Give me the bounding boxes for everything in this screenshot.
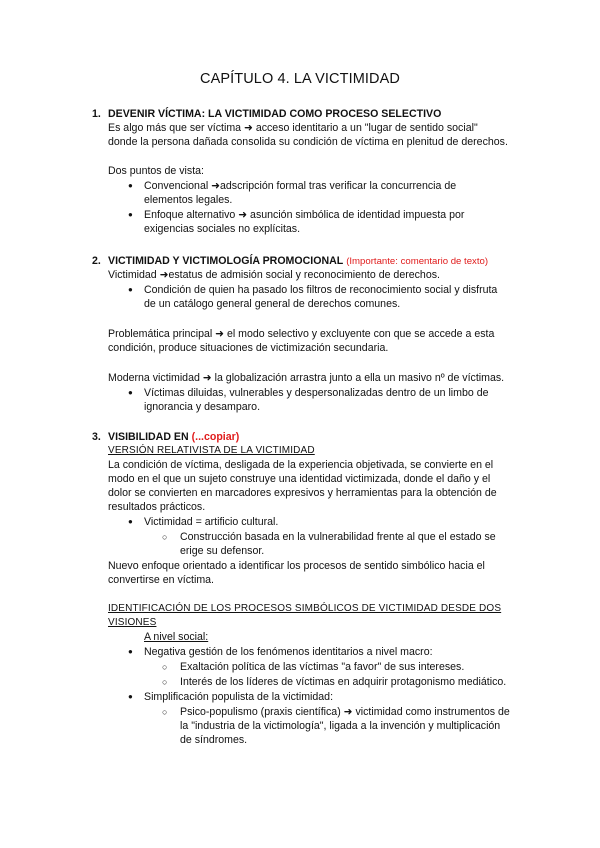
bullet-icon: ● bbox=[128, 517, 133, 526]
section-1-heading: DEVENIR VÍCTIMA: LA VICTIMIDAD COMO PROCESO SELECTIVO bbox=[108, 108, 442, 120]
bullet-icon: ● bbox=[128, 181, 133, 190]
s3-bullet-line: Negativa gestión de los fenómenos identitarios a nivel macro: bbox=[144, 646, 433, 658]
sub-bullet-icon: ○ bbox=[162, 532, 168, 542]
s1-bullet-line: Enfoque alternativo ➜ asunción simbólica de identidad impuesta por bbox=[144, 209, 465, 221]
s2-paragraph-line: Problemática principal ➜ el modo selectivo y excluyente con que se accede a esta bbox=[108, 328, 495, 340]
s1-paragraph-line: Es algo más que ser víctima ➜ acceso identitario a un "lugar de sentido social" bbox=[108, 122, 478, 134]
s1-paragraph-line: Dos puntos de vista: bbox=[108, 165, 204, 177]
section-2-heading: VICTIMIDAD Y VICTIMOLOGÍA PROMOCIONAL bbox=[108, 255, 344, 267]
s3-subbullet-line: Construcción basada en la vulnerabilidad frente al que el estado se bbox=[180, 531, 496, 543]
section-1-number: 1. bbox=[92, 108, 101, 120]
s2-bullet-line: ignorancia y desamparo. bbox=[144, 401, 261, 413]
s3-subbullet-line: Interés de los líderes de víctimas en adquirir protagonismo mediático. bbox=[180, 676, 507, 688]
s3-subheading: IDENTIFICACIÓN DE LOS PROCESOS SIMBÓLICOS DE VICTIMIDAD DESDE DOS bbox=[108, 603, 502, 614]
section-3-heading-note: (...copiar) bbox=[191, 431, 240, 443]
sub-bullet-icon: ○ bbox=[162, 677, 168, 687]
sub-bullet-icon: ○ bbox=[162, 662, 168, 672]
s2-paragraph-line: Moderna victimidad ➜ la globalización arrastra junto a ella un masivo nº de víctimas. bbox=[108, 372, 505, 384]
s3-subheading: VERSIÓN RELATIVISTA DE LA VICTIMIDAD bbox=[108, 445, 315, 456]
s3-subbullet-line: de síndromes. bbox=[180, 734, 248, 746]
s2-paragraph-line: Victimidad ➜estatus de admisión social y reconocimiento de derechos. bbox=[108, 269, 440, 281]
s3-subbullet-line: la "industria de la victimología", ligada a la invención y multiplicación bbox=[180, 720, 501, 732]
bullet-icon: ● bbox=[128, 285, 133, 294]
sub-bullet-icon: ○ bbox=[162, 707, 168, 717]
bullet-icon: ● bbox=[128, 388, 133, 397]
s3-paragraph-line: convertirse en víctima. bbox=[108, 574, 214, 586]
s2-paragraph-line: condición, produce situaciones de victimización secundaria. bbox=[108, 342, 389, 354]
s3-paragraph-line: dolor se convierten en marcadores expresivos y herramientas para la obtención de bbox=[108, 487, 497, 499]
s3-bullet-line: Simplificación populista de la victimidad: bbox=[144, 691, 334, 703]
s3-bullet-line: Victimidad = artificio cultural. bbox=[144, 516, 279, 528]
section-2-heading-line bbox=[108, 254, 488, 269]
s3-paragraph-line: resultados prácticos. bbox=[108, 501, 206, 513]
bullet-icon: ● bbox=[128, 647, 133, 656]
s3-paragraph-line: La condición de víctima, desligada de la experiencia objetivada, se convierte en el bbox=[108, 459, 494, 471]
chapter-title: CAPÍTULO 4. LA VICTIMIDAD bbox=[200, 71, 400, 87]
s3-paragraph-line: modo en el que un sujeto construye una identidad victimizada, donde el daño y el bbox=[108, 473, 491, 485]
s1-bullet-line: exigencias sociales no explícitas. bbox=[144, 223, 301, 235]
s2-bullet-line: Condición de quien ha pasado los filtros de reconocimiento social y disfruta bbox=[144, 284, 498, 296]
s2-bullet-line: Víctimas diluidas, vulnerables y despersonalizadas dentro de un limbo de bbox=[144, 387, 489, 399]
s3-level-label: A nivel social: bbox=[144, 631, 209, 643]
section-2-number: 2. bbox=[92, 255, 101, 267]
bullet-icon: ● bbox=[128, 692, 133, 701]
s1-bullet-line: Convencional ➜adscripción formal tras verificar la concurrencia de bbox=[144, 180, 457, 192]
s3-subbullet-line: erige su defensor. bbox=[180, 545, 265, 557]
section-3-number: 3. bbox=[92, 431, 101, 443]
s3-subbullet-line: Exaltación política de las víctimas "a favor" de sus intereses. bbox=[180, 661, 465, 673]
bullet-icon: ● bbox=[128, 210, 133, 219]
s2-bullet-line: de un catálogo general general de derechos comunes. bbox=[144, 298, 401, 310]
s1-bullet-line: elementos legales. bbox=[144, 194, 233, 206]
s1-paragraph-line: donde la persona dañada consolida su condición de víctima en plenitud de derechos. bbox=[108, 136, 508, 148]
section-2-note: (Importante: comentario de texto) bbox=[346, 256, 489, 267]
section-3-heading-line bbox=[108, 430, 239, 444]
section-3-heading: VISIBILIDAD EN bbox=[108, 431, 189, 443]
s3-subbullet-line: Psico-populismo (praxis científica) ➜ victimidad como instrumentos de bbox=[180, 706, 510, 718]
s3-paragraph-line: Nuevo enfoque orientado a identificar los procesos de sentido simbólico hacia el bbox=[108, 560, 485, 572]
s3-subheading: VISIONES bbox=[108, 617, 157, 628]
